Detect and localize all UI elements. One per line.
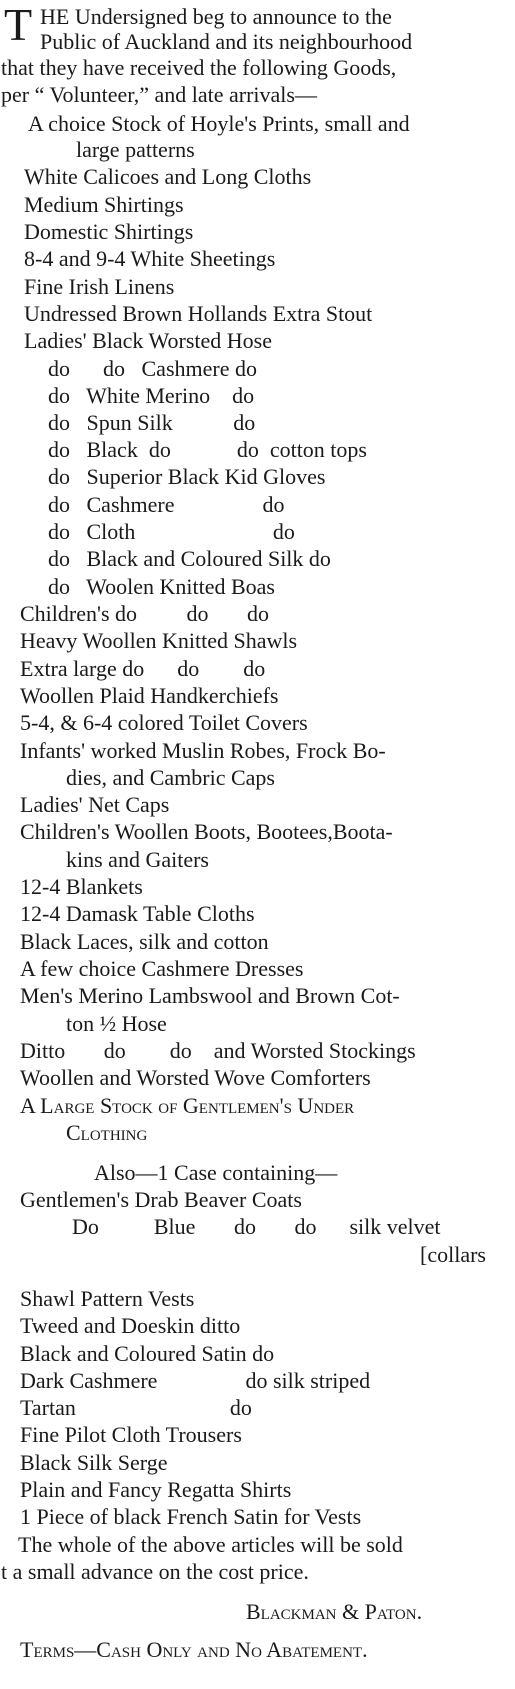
list-item: do Superior Black Kid Gloves <box>48 464 326 489</box>
list-item: Do Blue do do silk velvet <box>72 1214 441 1239</box>
list-item: [collars <box>420 1242 486 1267</box>
list-item: do Cloth do <box>48 519 295 544</box>
list-item: A choice Stock of Hoyle's Prints, small and <box>28 111 410 136</box>
signature: Blackman & Paton. <box>246 1599 423 1624</box>
list-item: Heavy Woollen Knitted Shawls <box>20 628 298 653</box>
intro-line: that they have received the following Goods, <box>1 55 397 80</box>
list-item: kins and Gaiters <box>66 847 209 872</box>
list-item: Gentlemen's Drab Beaver Coats <box>20 1187 302 1212</box>
list-item: Woollen and Worsted Wove Comforters <box>20 1065 371 1090</box>
list-item: 5-4, & 6-4 colored Toilet Covers <box>20 710 308 735</box>
list-item: do Black do do cotton tops <box>48 437 367 462</box>
closing-line: The whole of the above articles will be sold <box>18 1532 403 1557</box>
list-item: do Woolen Knitted Boas <box>48 574 275 599</box>
list-item: Plain and Fancy Regatta Shirts <box>20 1477 292 1502</box>
list-item: Fine Irish Linens <box>24 274 175 299</box>
list-item: A few choice Cashmere Dresses <box>20 956 304 981</box>
list-item: do Cashmere do <box>48 492 285 517</box>
list-item: Undressed Brown Hollands Extra Stout <box>24 301 373 326</box>
list-item: Woollen Plaid Handkerchiefs <box>20 683 279 708</box>
list-item: Black Silk Serge <box>20 1450 168 1475</box>
list-item: Children's do do do <box>20 601 270 626</box>
list-item: 12-4 Blankets <box>20 874 143 899</box>
list-item: Tartan do <box>20 1395 252 1420</box>
list-item: 12-4 Damask Table Cloths <box>20 901 255 926</box>
terms: Terms—Cash Only and No Abatement. <box>20 1637 368 1662</box>
list-item: do White Merino do <box>48 383 255 408</box>
list-item: do Black and Coloured Silk do <box>48 546 331 571</box>
intro-line: per “ Volunteer,” and late arrivals— <box>1 82 317 107</box>
list-item: 1 Piece of black French Satin for Vests <box>20 1504 362 1529</box>
list-item: A Large Stock of Gentlemen's Under <box>20 1093 355 1118</box>
list-item: ton ½ Hose <box>66 1011 167 1036</box>
list-item: Ladies' Black Worsted Hose <box>24 328 273 353</box>
list-item: Black and Coloured Satin do <box>20 1341 275 1366</box>
list-item: Dark Cashmere do silk striped <box>20 1368 371 1393</box>
list-item: White Calicoes and Long Cloths <box>24 164 312 189</box>
list-item: Medium Shirtings <box>24 192 184 217</box>
list-item: large patterns <box>76 137 195 162</box>
list-item: Extra large do do do <box>20 656 266 681</box>
list-item: do do Cashmere do <box>48 356 257 381</box>
list-item: Men's Merino Lambswool and Brown Cot- <box>20 983 400 1008</box>
section-heading: Also—1 Case containing— <box>94 1160 338 1185</box>
intro-line: Public of Auckland and its neighbourhood <box>40 29 413 54</box>
list-item: Children's Woollen Boots, Bootees,Boota- <box>20 819 393 844</box>
intro-line: HE Undersigned beg to announce to the <box>40 4 392 29</box>
list-item: Shawl Pattern Vests <box>20 1286 195 1311</box>
list-item: Infants' worked Muslin Robes, Frock Bo- <box>20 738 386 763</box>
drop-cap: T <box>4 0 33 50</box>
list-item: Clothing <box>66 1120 148 1145</box>
closing-line: t a small advance on the cost price. <box>1 1559 309 1584</box>
list-item: dies, and Cambric Caps <box>66 765 275 790</box>
list-item: Ladies' Net Caps <box>20 792 170 817</box>
list-item: Tweed and Doeskin ditto <box>20 1313 241 1338</box>
list-item: Domestic Shirtings <box>24 219 194 244</box>
list-item: Black Laces, silk and cotton <box>20 929 269 954</box>
list-item: 8-4 and 9-4 White Sheetings <box>24 246 276 271</box>
list-item: do Spun Silk do <box>48 410 256 435</box>
list-item: Fine Pilot Cloth Trousers <box>20 1422 242 1447</box>
list-item: Ditto do do and Worsted Stockings <box>20 1038 416 1063</box>
